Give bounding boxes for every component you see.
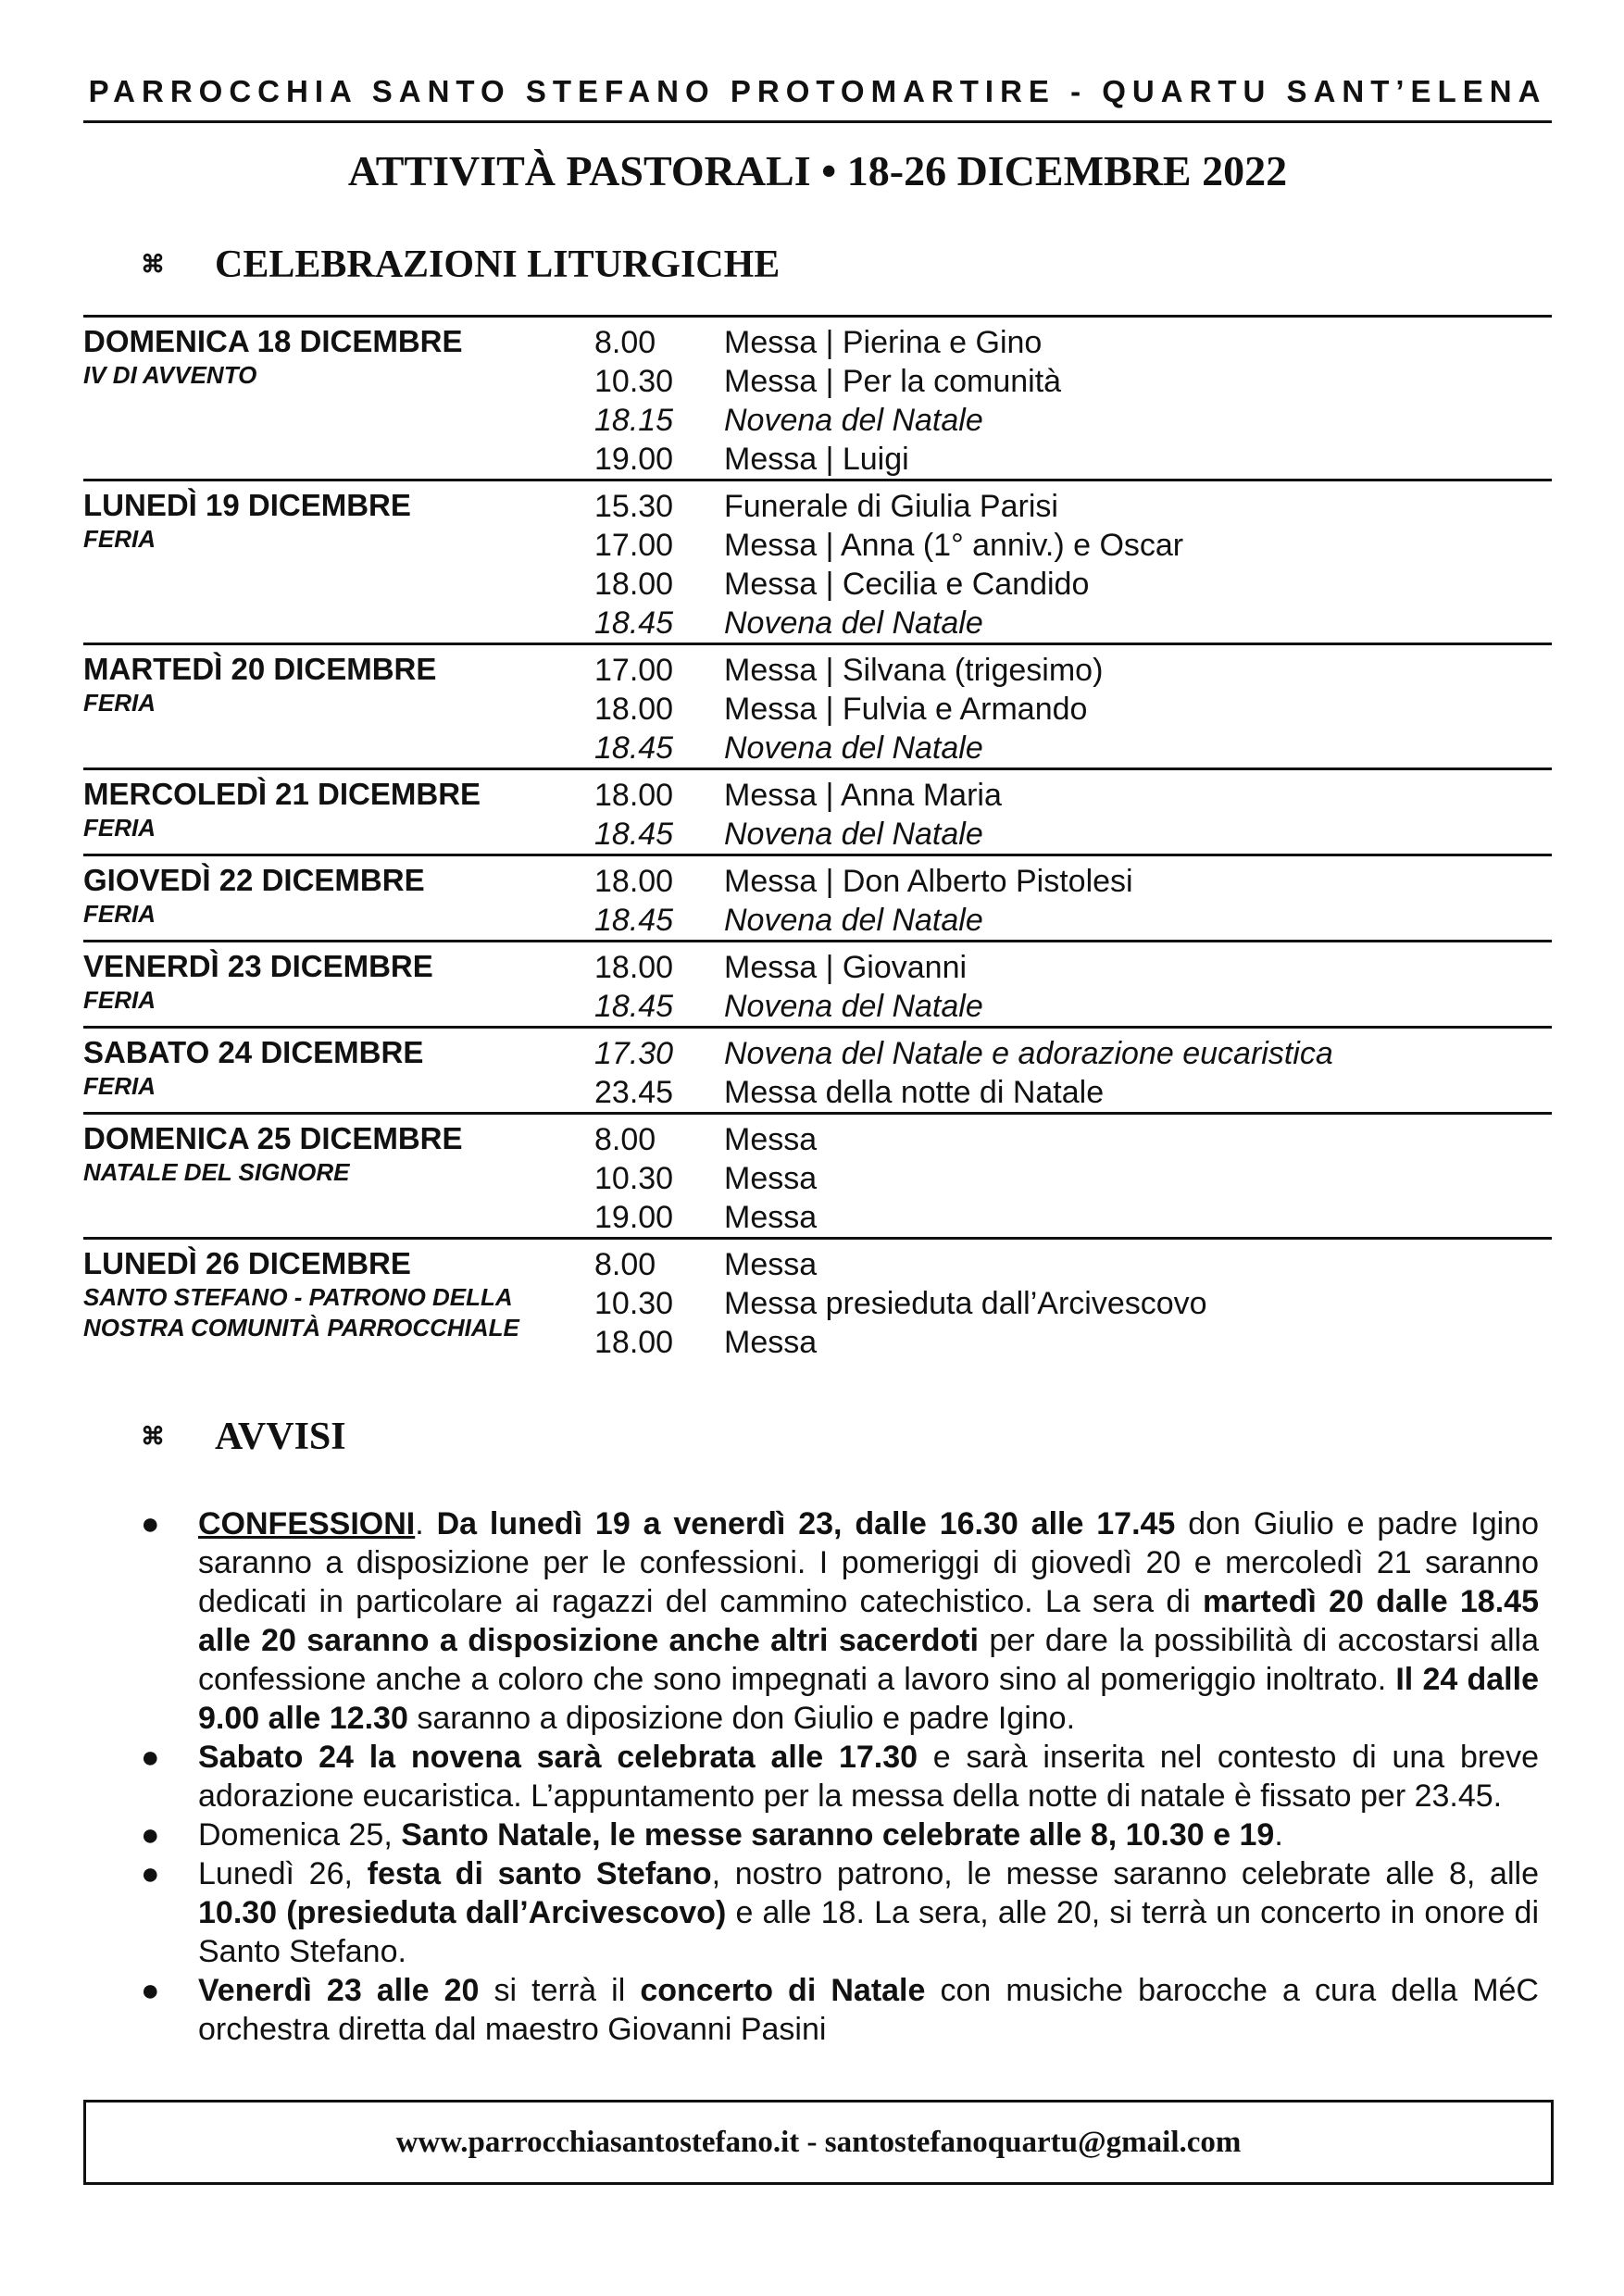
- event-list: [594, 1245, 1552, 1362]
- event-time: 8.00: [594, 1247, 656, 1282]
- day-label: [83, 1034, 594, 1112]
- parish-name: PARROCCHIA SANTO STEFANO PROTOMARTIRE - QUARTU SANT’ELENA: [88, 74, 1547, 108]
- schedule-day: [83, 643, 1552, 767]
- liturgical-note: SANTO STEFANO - PATRONO DELLA: [83, 1283, 513, 1311]
- event-description: Messa: [724, 1325, 818, 1360]
- liturgical-note: FERIA: [83, 814, 156, 842]
- event-description: Messa: [724, 1161, 818, 1196]
- notice-text: don Giulio e padre Igino saranno a disposizione per le confessioni. I pomeriggi di giovedì 20 e mercoledì 21 saranno dedicati in particolare ai ragazzi del cammino catechistico. La sera di: [198, 1506, 1539, 1619]
- notice-text: e alle 18. La sera, alle 20, si terrà un concerto in onore di Santo Stefano.: [198, 1895, 1539, 1969]
- event-list: [594, 1034, 1552, 1112]
- event-row: [594, 862, 1552, 901]
- event-row: [594, 1284, 1552, 1323]
- event-time: 18.45: [594, 903, 674, 938]
- notice-item: [141, 1738, 1539, 1816]
- event-time: 18.00: [594, 567, 674, 602]
- liturgical-note: NOSTRA COMUNITÀ PARROCCHIALE: [83, 1314, 519, 1341]
- day-name: LUNEDÌ 19 DICEMBRE: [83, 488, 411, 522]
- event-time: 18.00: [594, 778, 674, 813]
- event-time: 18.45: [594, 989, 674, 1024]
- event-row: [594, 690, 1552, 729]
- notice-text: 10.30 (presieduta dall’Arcivescovo): [198, 1895, 727, 1930]
- notice-text: Domenica 25,: [198, 1817, 402, 1853]
- page-title: ATTIVITÀ PASTORALI • 18-26 DICEMBRE 2022: [347, 147, 1288, 194]
- event-time: 23.45: [594, 1075, 674, 1110]
- event-list: [594, 948, 1552, 1026]
- day-label: [83, 776, 594, 854]
- event-row: [594, 729, 1552, 767]
- event-row: [594, 948, 1552, 987]
- section-heading-liturgy: [141, 243, 780, 287]
- event-list: [594, 862, 1552, 940]
- section-heading-notices: [141, 1415, 346, 1459]
- notices-list: [141, 1504, 1539, 2049]
- notice-text: concerto di Natale: [640, 1973, 926, 2008]
- liturgical-note: FERIA: [83, 689, 156, 717]
- day-name: LUNEDÌ 26 DICEMBRE: [83, 1246, 411, 1280]
- bullet-icon: ●: [141, 1973, 160, 2008]
- schedule-day: [83, 479, 1552, 643]
- section-title: AVVISI: [215, 1416, 346, 1458]
- notice-text: .: [415, 1506, 437, 1541]
- event-description: Messa | Per la comunità: [724, 364, 1062, 399]
- day-label: [83, 1245, 594, 1362]
- event-row: [594, 487, 1552, 526]
- event-row: [594, 323, 1552, 362]
- event-description: Novena del Natale: [724, 403, 983, 438]
- event-time: 8.00: [594, 325, 656, 360]
- event-description: Novena del Natale: [724, 903, 983, 938]
- event-description: Messa | Fulvia e Armando: [724, 692, 1088, 727]
- day-name: DOMENICA 18 DICEMBRE: [83, 324, 463, 358]
- bullet-icon: ●: [141, 1740, 160, 1775]
- notice-text: si terrà il: [479, 1973, 641, 2008]
- event-description: Messa: [724, 1200, 818, 1235]
- notice-item: [141, 1854, 1539, 1971]
- day-name: SABATO 24 DICEMBRE: [83, 1035, 424, 1069]
- notice-text: per dare la possibilità di accostarsi alla confessione anche a coloro che sono impegnati a lavoro sino al pomeriggio inoltrato.: [198, 1623, 1540, 1697]
- schedule-day: [83, 315, 1552, 479]
- liturgy-schedule: [83, 315, 1552, 1362]
- event-description: Novena del Natale: [724, 605, 983, 641]
- event-time: 18.15: [594, 403, 674, 438]
- event-row: [594, 401, 1552, 440]
- day-label: [83, 1120, 594, 1237]
- event-time: 19.00: [594, 442, 674, 477]
- event-description: Messa | Luigi: [724, 442, 909, 477]
- day-name: GIOVEDÌ 22 DICEMBRE: [83, 863, 425, 897]
- event-description: Funerale di Giulia Parisi: [724, 489, 1058, 524]
- header-rule: [83, 120, 1552, 123]
- asterisk-icon: ⌘: [141, 251, 165, 278]
- day-label: [83, 948, 594, 1026]
- notice-text: Da lunedì 19 a venerdì 23, dalle 16.30 alle 17.45: [436, 1506, 1176, 1541]
- footer-text: www.parrocchiasantostefano.it - santostefanoquartu@gmail.com: [395, 2125, 1242, 2159]
- notice-text: CONFESSIONI: [198, 1506, 416, 1541]
- notice-text: con musiche barocche a cura della MéC orchestra diretta dal maestro Giovanni Pasini: [198, 1973, 1539, 2047]
- footer-contacts: [83, 2100, 1554, 2185]
- event-time: 18.45: [594, 817, 674, 852]
- liturgical-note: FERIA: [83, 986, 156, 1014]
- schedule-day: [83, 1112, 1552, 1237]
- asterisk-icon: ⌘: [141, 1423, 165, 1450]
- event-description: Messa: [724, 1247, 818, 1282]
- event-description: Novena del Natale: [724, 817, 983, 852]
- bullet-icon: ●: [141, 1506, 160, 1541]
- schedule-day: [83, 854, 1552, 940]
- day-name: VENERDÌ 23 DICEMBRE: [83, 949, 433, 983]
- event-description: Novena del Natale: [724, 730, 983, 766]
- event-list: [594, 487, 1552, 643]
- event-time: 17.00: [594, 528, 674, 563]
- notice-text: Il 24 dalle 9.00 alle 12.30: [198, 1662, 1539, 1736]
- event-description: Messa | Don Alberto Pistolesi: [724, 864, 1133, 899]
- day-label: [83, 487, 594, 643]
- event-row: [594, 440, 1552, 479]
- event-row: [594, 1245, 1552, 1284]
- event-time: 10.30: [594, 1161, 674, 1196]
- event-description: Messa | Giovanni: [724, 950, 968, 985]
- notice-text: Santo Natale, le messe saranno celebrate alle 8, 10.30 e 19: [401, 1817, 1275, 1853]
- event-description: Messa | Anna Maria: [724, 778, 1002, 813]
- notice-item: [141, 1504, 1539, 1738]
- event-time: 8.00: [594, 1122, 656, 1157]
- event-time: 15.30: [594, 489, 674, 524]
- notice-text: Sabato 24 la novena sarà celebrata alle 17.30: [198, 1740, 918, 1775]
- event-row: [594, 987, 1552, 1026]
- notice-text: Lunedì 26,: [198, 1856, 368, 1891]
- event-time: 18.45: [594, 605, 674, 641]
- day-label: [83, 862, 594, 940]
- schedule-day: [83, 940, 1552, 1026]
- event-list: [594, 651, 1552, 767]
- event-time: 18.00: [594, 864, 674, 899]
- event-time: 18.45: [594, 730, 674, 766]
- event-description: Messa della notte di Natale: [724, 1075, 1105, 1110]
- event-row: [594, 604, 1552, 643]
- day-label: [83, 323, 594, 479]
- event-description: Novena del Natale e adorazione eucaristica: [724, 1036, 1333, 1071]
- event-description: Messa | Cecilia e Candido: [724, 567, 1090, 602]
- event-row: [594, 651, 1552, 690]
- event-time: 18.00: [594, 1325, 674, 1360]
- event-row: [594, 362, 1552, 401]
- event-row: [594, 1159, 1552, 1198]
- event-description: Messa | Silvana (trigesimo): [724, 653, 1104, 688]
- event-time: 17.30: [594, 1036, 674, 1071]
- notice-text: martedì 20 dalle 18.45 alle 20 saranno a disposizione anche altri sacerdoti: [198, 1584, 1539, 1658]
- event-description: Messa: [724, 1122, 818, 1157]
- event-row: [594, 901, 1552, 940]
- section-title: CELEBRAZIONI LITURGICHE: [215, 243, 781, 286]
- liturgical-note: FERIA: [83, 1072, 156, 1100]
- notice-text: .: [1274, 1817, 1283, 1853]
- day-label: [83, 651, 594, 767]
- schedule-day: [83, 767, 1552, 854]
- event-time: 10.30: [594, 364, 674, 399]
- day-name: DOMENICA 25 DICEMBRE: [83, 1121, 463, 1155]
- event-row: [594, 1120, 1552, 1159]
- document-page: [83, 0, 1552, 2296]
- event-row: [594, 526, 1552, 565]
- event-row: [594, 1198, 1552, 1237]
- event-list: [594, 776, 1552, 854]
- liturgical-note: IV DI AVVENTO: [83, 361, 257, 389]
- notice-text: festa di santo Stefano: [367, 1856, 712, 1891]
- schedule-day: [83, 1237, 1552, 1362]
- event-row: [594, 1034, 1552, 1073]
- event-row: [594, 776, 1552, 815]
- event-list: [594, 1120, 1552, 1237]
- event-list: [594, 323, 1552, 479]
- notice-text: , nostro patrono, le messe saranno celebrate alle 8, alle: [711, 1856, 1539, 1891]
- bullet-icon: ●: [141, 1817, 160, 1853]
- liturgical-note: FERIA: [83, 900, 156, 928]
- day-name: MERCOLEDÌ 21 DICEMBRE: [83, 777, 481, 811]
- event-time: 19.00: [594, 1200, 674, 1235]
- event-time: 18.00: [594, 950, 674, 985]
- event-description: Messa presieduta dall’Arcivescovo: [724, 1286, 1207, 1321]
- event-description: Messa | Anna (1° anniv.) e Oscar: [724, 528, 1184, 563]
- notice-text: saranno a diposizione don Giulio e padre Igino.: [407, 1701, 1076, 1736]
- event-description: Messa | Pierina e Gino: [724, 325, 1043, 360]
- notice-item: [141, 1971, 1539, 2049]
- notice-text: Venerdì 23 alle 20: [198, 1973, 480, 2008]
- event-time: 18.00: [594, 692, 674, 727]
- liturgical-note: NATALE DEL SIGNORE: [83, 1158, 350, 1186]
- event-time: 17.00: [594, 653, 674, 688]
- event-row: [594, 1073, 1552, 1112]
- event-description: Novena del Natale: [724, 989, 983, 1024]
- event-row: [594, 565, 1552, 604]
- event-row: [594, 815, 1552, 854]
- event-row: [594, 1323, 1552, 1362]
- notice-text: e sarà inserita nel contesto di una breve adorazione eucaristica. L’appuntamento per la messa della notte di natale è fissato per 23.45.: [198, 1740, 1539, 1814]
- notice-item: [141, 1816, 1539, 1854]
- event-time: 10.30: [594, 1286, 674, 1321]
- bullet-icon: ●: [141, 1856, 160, 1891]
- day-name: MARTEDÌ 20 DICEMBRE: [83, 652, 437, 686]
- liturgical-note: FERIA: [83, 525, 156, 553]
- schedule-day: [83, 1026, 1552, 1112]
